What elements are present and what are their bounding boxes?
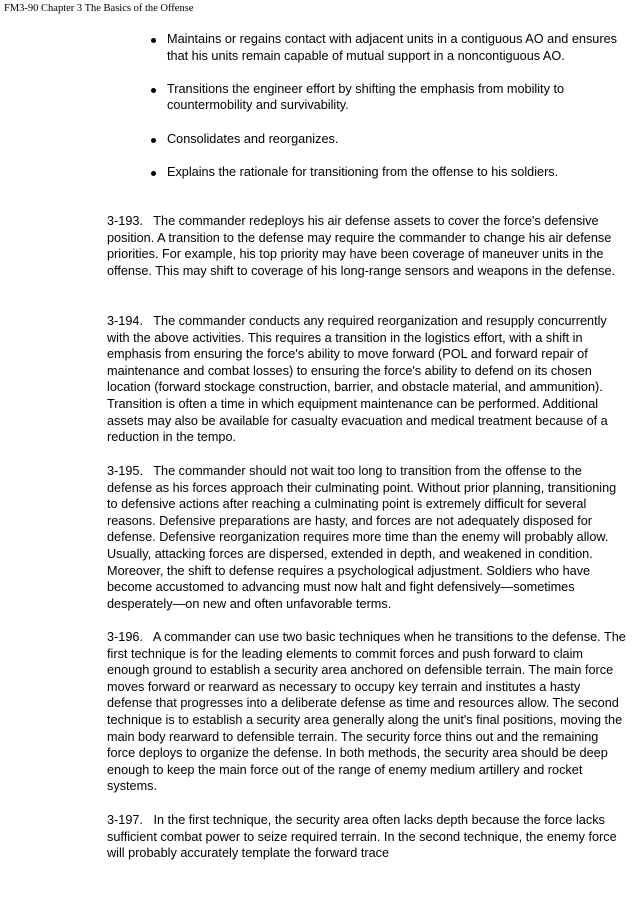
paragraph-text: The commander should not wait too long to transition from the offense to the defense as his forces approach their culminating point. Without prior planning, transitioning to defensive actions after reaching a culminating point is extremely difficult for several reasons. Defensive preparations are hasty, and forces are not adequately disposed for defense. Defensive reorganization requires more time than the enemy will probably allow. Usually, attacking forces are dispersed, extended in depth, and weakened in condition. Moreover, the shift to defense requires a psychological adjustment. Soldiers who have become accustomed to advancing must now halt and fight defensively—sometimes desperately—on new and often unfavorable terms. [107, 464, 617, 611]
paragraph-text: The commander redeploys his air defense assets to cover the force's defensive position. A transition to the defense may require the commander to change his air defense priorities. For example, his top priority may have been coverage of maneuver units in the offense. This may shift to coverage of his long-range sensors and weapons in the defense. [107, 214, 616, 278]
bullet-text: Explains the rationale for transitioning from the offense to his soldiers. [167, 164, 559, 179]
paragraph-3-195 [107, 463, 627, 612]
bullet-list [146, 31, 626, 197]
paragraph-number: 3-193. [107, 214, 143, 228]
bullet-text: Consolidates and reorganizes. [167, 131, 339, 146]
paragraph-text: In the first technique, the security area often lacks depth because the force lacks sufficient combat power to seize required terrain. In the second technique, the enemy force will probably accurately template the forward trace [107, 813, 617, 861]
bullet-icon [151, 38, 156, 43]
paragraph-number: 3-196. [107, 630, 143, 644]
bullet-icon [151, 88, 156, 93]
running-head: FM3-90 Chapter 3 The Basics of the Offense [4, 3, 194, 14]
list-item [146, 164, 626, 181]
list-item [146, 31, 626, 64]
list-item [146, 81, 626, 114]
paragraph-3-196 [107, 629, 627, 795]
list-item [146, 131, 626, 148]
bullet-icon [151, 171, 156, 176]
paragraph-number: 3-197. [107, 813, 143, 827]
bullet-text: Maintains or regains contact with adjacent units in a contiguous AO and ensures that his units remain capable of mutual support in a noncontiguous AO. [167, 32, 617, 63]
paragraph-text: A commander can use two basic techniques when he transitions to the defense. The first technique is for the leading elements to commit forces and push forward to claim enough ground to establish a security area anchored on defensible terrain. The main force moves forward or rearward as necessary to occupy key terrain and institutes a hasty defense that progresses into a deliberate defense as time and resources allow. The second technique is to establish a security area generally along the unit's final positions, moving the main body rearward to defensible terrain. The security force thins out and the remaining force deploys to organize the defense. In both methods, the security area should be deep enough to keep the main force out of the range of enemy medium artillery and rocket systems. [107, 630, 626, 794]
paragraph-number: 3-194. [107, 314, 143, 328]
bullet-icon [151, 138, 156, 143]
paragraph-3-193 [107, 213, 627, 279]
paragraph-3-194 [107, 313, 627, 446]
paragraph-text: The commander conducts any required reorganization and resupply concurrently with the above activities. This requires a transition in the logistics effort, with a shift in emphasis from ensuring the force's ability to move forward (POL and forward repair of maintenance and combat losses) to ensuring the force's ability to defend on its chosen location (forward stockage construction, barrier, and obstacle material, and ammunition). Transition is often a time in which equipment maintenance can be performed. Additional assets may also be available for casualty evacuation and medical treatment because of a reduction in the tempo. [107, 314, 608, 445]
paragraph-number: 3-195. [107, 464, 143, 478]
paragraph-3-197 [107, 812, 627, 862]
bullet-text: Transitions the engineer effort by shifting the emphasis from mobility to countermobility and survivability. [167, 81, 565, 113]
